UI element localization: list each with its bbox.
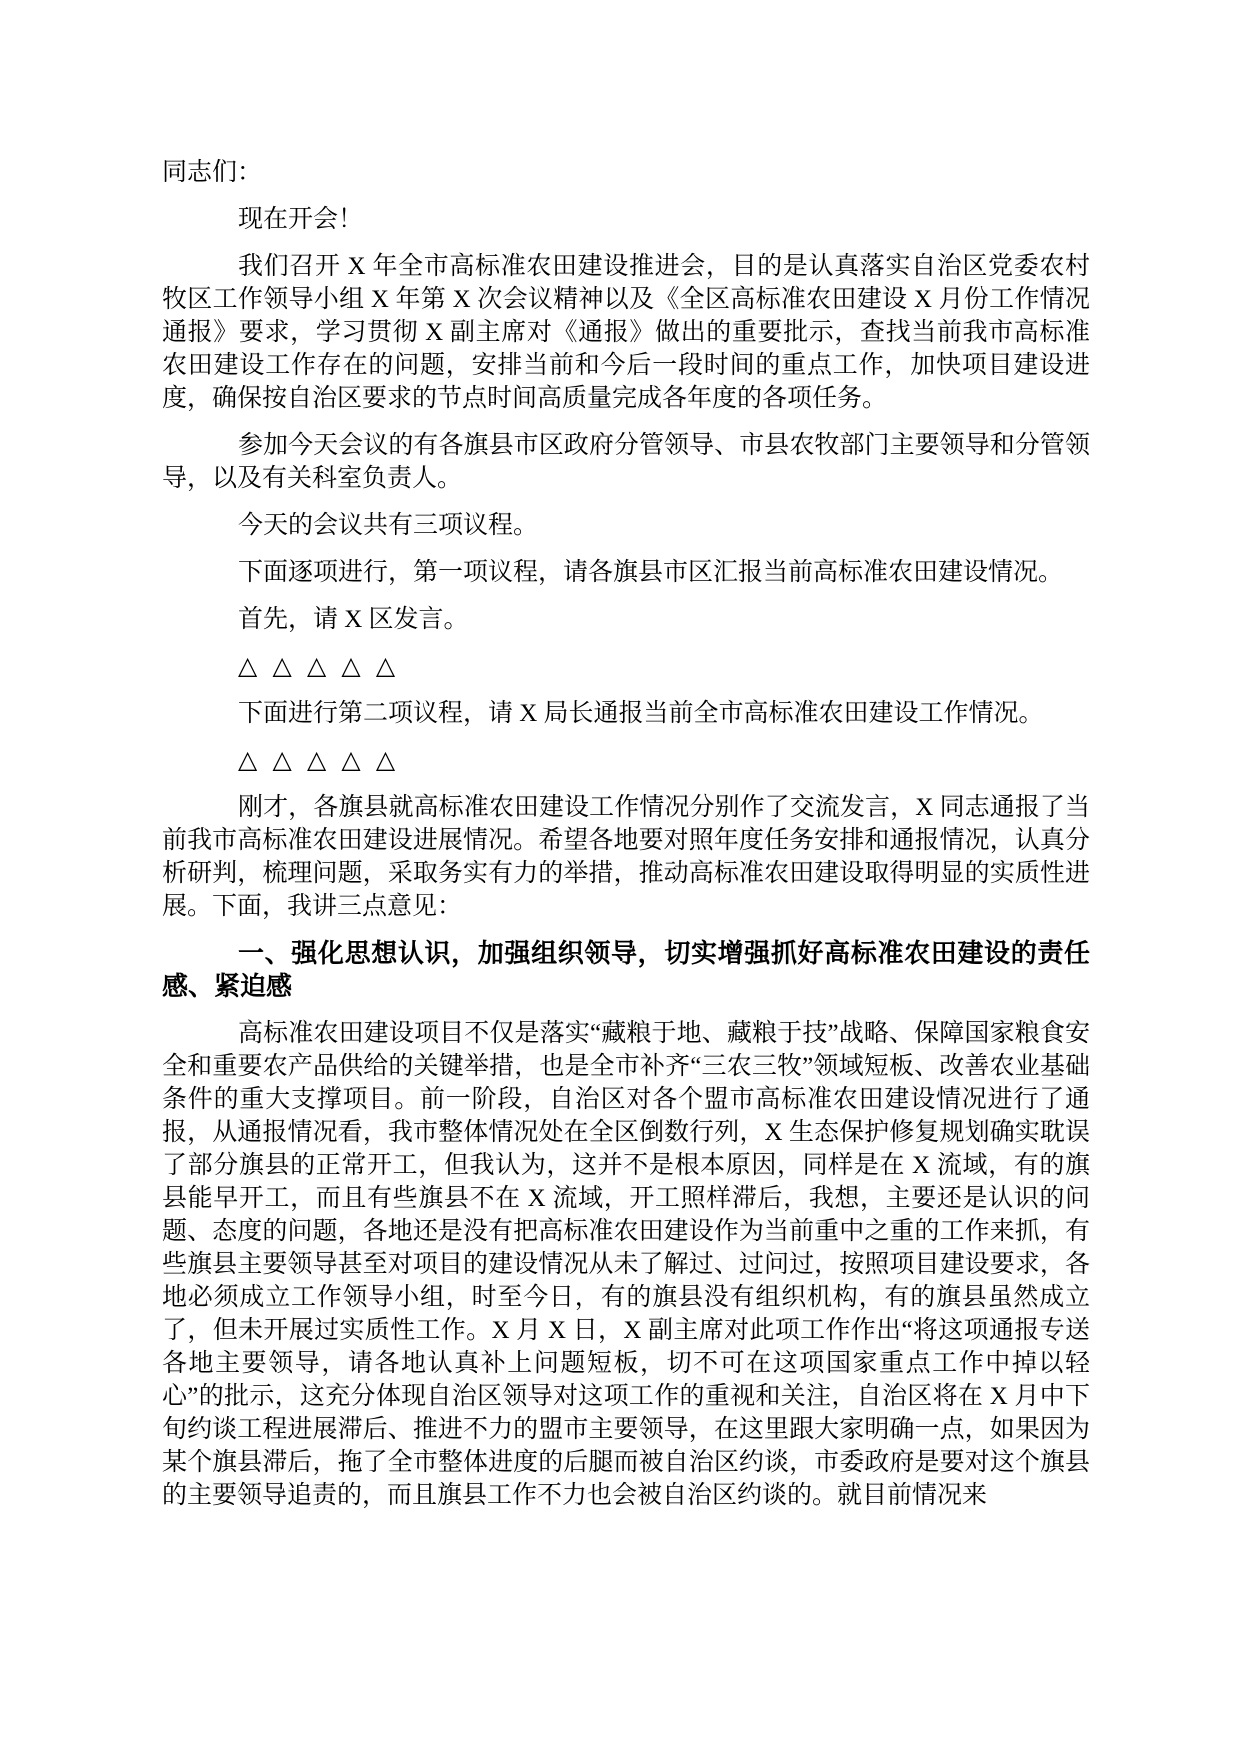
paragraph-purpose: 我们召开 X 年全市高标准农田建设推进会，目的是认真落实自治区党委农村牧区工作领导小组 X 年第 X 次会议精神以及《全区高标准农田建设 X 月份工作情况通报》要求，学习贯彻 X 副主席对《通报》做出的重要批示，查找当前我市高标准农田建设工作存在的问题，安排当前和今后一段时间的重点工作，加快项目建设进度，确保按自治区要求的节点时间高质量完成各年度的各项任务。 [162, 253, 1090, 412]
paragraph-agenda-item-1: 下面逐项进行，第一项议程，请各旗县市区汇报当前高标准农田建设情况。 [238, 559, 1064, 586]
paragraph-section-1-body: 高标准农田建设项目不仅是落实“藏粮于地、藏粮于技”战略、保障国家粮食安全和重要农产品供给的关键举措，也是全市补齐“三农三牧”领域短板、改善农业基础条件的重大支撑项目。前一阶段，自治区对各个盟市高标准农田建设情况进行了通报，从通报情况看，我市整体情况处在全区倒数行列，X 生态保护修复规划确实耽误了部分旗县的正常开工，但我认为，这并不是根本原因，同样是在 X 流域，有的旗县能早开工，而且有些旗县不在 X 流域，开工照样滞后，我想，主要还是认识的问题、态度的问题，各地还是没有把高标准农田建设作为当前重中之重的工作来抓，有些旗县主要领导甚至对项目的建设情况从未了解过、过问过，按照项目建设要求，各地必须成立工作领导小组，时至今日，有的旗县没有组织机构，有的旗县虽然成立了，但未开展过实质性工作。X 月 X 日，X 副主席对此项工作作出“将这项通报专送各地主要领导，请各地认真补上问题短板，切不可在这项国家重点工作中掉以轻心”的批示，这充分体现自治区领导对这项工作的重视和关注，自治区将在 X 月中下旬约谈工程进展滞后、推进不力的盟市主要领导，在这里跟大家明确一点，如果因为某个旗县滞后，拖了全市整体进度的后腿而被自治区约谈，市委政府是要对这个旗县的主要领导追责的，而且旗县工作不力也会被自治区约谈的。就目前情况来 [162, 1020, 1090, 1509]
paragraph-agenda-item-2: 下面进行第二项议程，请 X 局长通报当前全市高标准农田建设工作情况。 [238, 700, 1044, 727]
paragraph-agenda-count: 今天的会议共有三项议程。 [238, 512, 539, 539]
paragraph-transition: 刚才，各旗县就高标准农田建设工作情况分别作了交流发言，X 同志通报了当前我市高标准农田建设进展情况。希望各地要对照年度任务安排和通报情况，认真分析研判，梳理问题，采取务实有力的举措，推动高标准农田建设取得明显的实质性进展。下面，我讲三点意见： [162, 794, 1090, 920]
section-heading-1: 一、强化思想认识，加强组织领导，切实增强抓好高标准农田建设的责任感、紧迫感 [162, 938, 1090, 1001]
paragraph-first-speaker: 首先，请 X 区发言。 [238, 606, 469, 633]
paragraph-attendees: 参加今天会议的有各旗县市区政府分管领导、市县农牧部门主要领导和分管领导，以及有关科室负责人。 [162, 432, 1090, 492]
paragraph-salutation: 同志们： [162, 159, 263, 186]
paragraph-opening: 现在开会！ [238, 206, 364, 233]
triangle-separator-2: △ △ △ △ △ [238, 747, 396, 774]
triangle-separator-1: △ △ △ △ △ [238, 653, 396, 680]
